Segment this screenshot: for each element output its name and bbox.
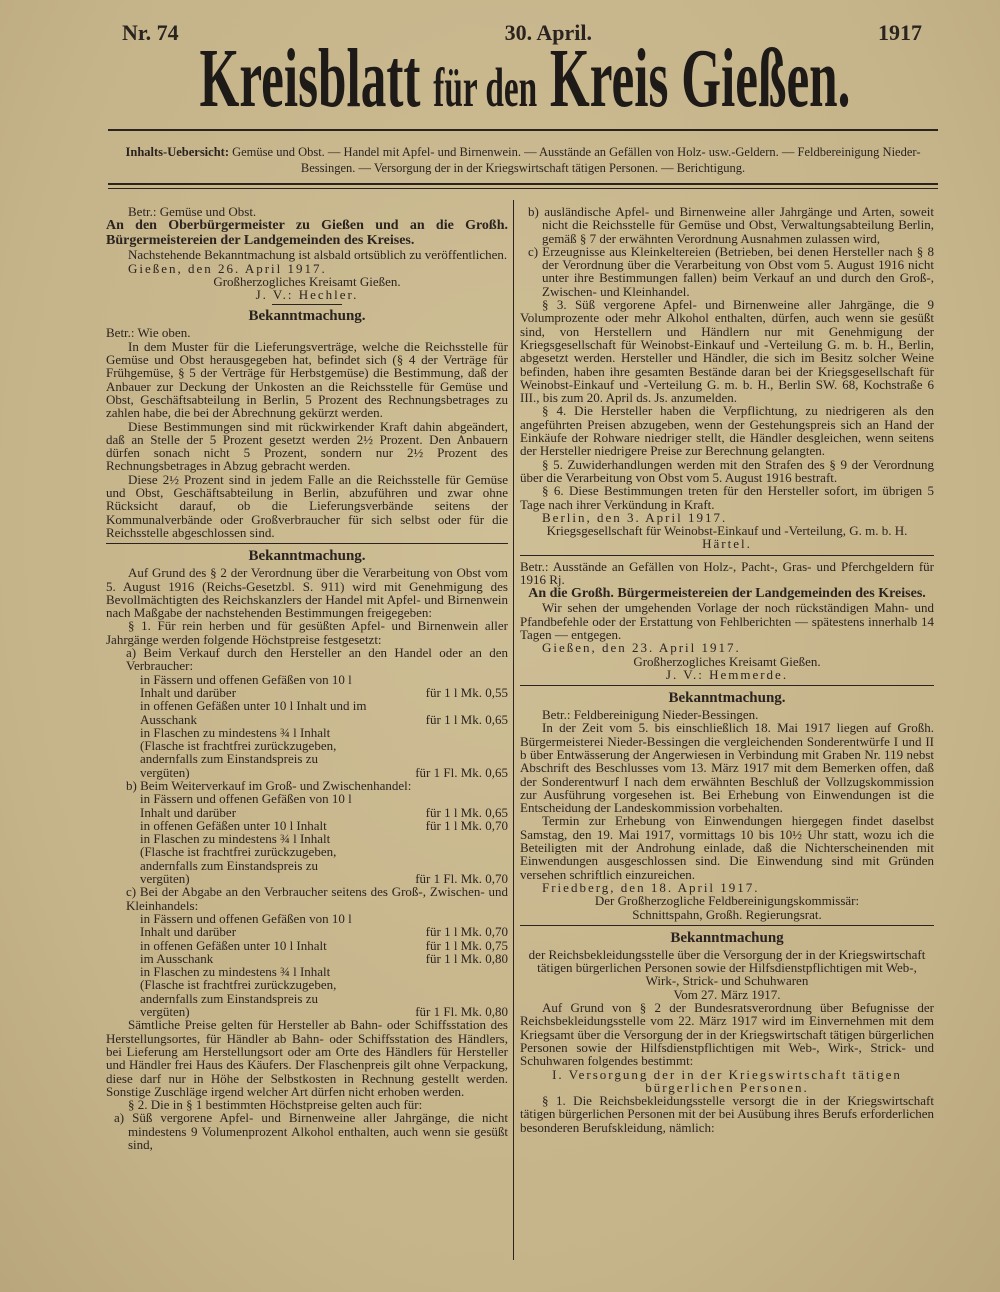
price-item-text: in Fässern und offenen Gefäßen von 10 l Inhalt und darüber [140,791,352,820]
place-date: Friedberg, den 18. April 1917. [542,879,760,895]
paragraph: Nachstehende Bekanntmachung ist alsbald ortsüblich zu veröffentlichen. [128,247,508,263]
price-value: für 1 Fl. Mk. 0,65 [415,764,508,780]
newspaper-title [200,34,851,135]
price-item-text: in offenen Gefäßen unter 10 l Inhalt [140,817,327,833]
paragraph: Auf Grund des § 2 der Verordnung über die Verarbeitung von Obst vom 5. August 1916 (Reichs-Gesetzbl. S. 911) wird mit Genehmigung des Bevollmächtigten des Reichskanzlers der Handel mit Apfel- und Birnenwein nach Maßgabe der nachstehenden Bestimmungen freigegeben: [106,565,508,621]
price-row [106,726,508,779]
section-heading: Bekanntmachung. [668,690,786,707]
list-item: b) ausländische Apfel- und Birnenweine aller Jahrgänge und Arten, soweit nicht die Reichsstelle für Gemüse und Obst, Verwaltungsabteilung Berlin, gemäß § 7 der erwähnten Verordnung Ausnahmen zulassen wird, [528,204,934,246]
issue-date: 30. April. [504,20,593,45]
price-item-text: in Flaschen zu mindestens ¾ l Inhalt (Flasche ist frachtfrei zurückzugeben, andernfalls zum Einstandspreis zu vergüten) [140,724,337,780]
signature: J. V.: Hechler. [255,287,359,303]
date-line: Vom 27. März 1917. [673,986,781,1002]
authority: Großherzogliches Kreisamt Gießen. [633,653,821,669]
title-part: für den [433,58,538,119]
place-date: Gießen, den 23. April 1917. [542,640,741,656]
price-row [106,832,508,885]
addressee: An den Oberbürgermeister zu Gießen und an die Großh. Bürgermeistereien der Landgemeinden des Kreises. [106,218,508,249]
paragraph: Termin zur Erhebung von Einwendungen hiergegen findet daselbst Samstag, den 19. Mai 1917, vormittags 10 bis 10½ Uhr statt, wozu ich die Beteiligten mit der Androhung einlade, daß die Nichterscheinenden mit Einwendungen ausgeschlossen sind. Die Einwendung sind mit Gründen versehen schriftlich einzureichen. [520,813,934,882]
paragraph: Diese 2½ Prozent sind in jedem Falle an die Reichsstelle für Gemüse und Obst, Geschäftsabteilung in Berlin, abzuführen und zwar ohne Rücksicht darauf, ob die Lieferungsverbände seitens der Kommunalverbände oder Großverbraucher für sich selbst oder für die Reichsstelle abgeschlossen sind. [106,471,508,540]
price-row [106,673,508,700]
paragraph: § 1. Für rein herben und für gesüßten Apfel- und Birnenwein aller Jahrgänge werden folgende Höchstpreise festgesetzt: [106,618,508,647]
title-part: Kreis Gießen. [549,32,851,125]
price-item-text: in offenen Gefäßen unter 10 l Inhalt [140,937,327,953]
price-item-text: in Flaschen zu mindestens ¾ l Inhalt (Flasche ist frachtfrei zurückzugeben, andernfalls zum Einstandspreis zu vergüten) [140,831,337,887]
paragraph: Auf Grund von § 2 der Bundesratsverordnung über Befugnisse der Reichsbekleidungsstelle vom 22. März 1917 wird im Einvernehmen mit dem Kriegsamt über die Versorgung der in der Kriegswirtschaft tätigen bürgerlichen Personen sowie der Hilfsdienstpflichtigen mit Web-, Wirk-, Strick- und Schuhwaren folgendes bestimmt: [520,1000,934,1069]
price-item-text: in offenen Gefäßen unter 10 l Inhalt und im Ausschank [140,698,367,727]
signature: Schnittspahn, Großh. Regierungsrat. [632,906,822,922]
price-row [106,965,508,1018]
double-divider [108,183,938,189]
price-value: für 1 Fl. Mk. 0,80 [415,1004,508,1020]
section-heading: Bekanntmachung [670,929,784,946]
paragraph: § 2. Die in § 1 bestimmten Höchstpreise gelten auch für: [128,1097,423,1113]
issue-year: 1917 [877,20,922,45]
price-value: für 1 Fl. Mk. 0,70 [415,871,508,887]
price-group-label: c) Bei der Abgabe an den Verbraucher seitens des Groß-, Zwischen- und Kleinhandels: [126,884,508,913]
price-row [106,792,508,819]
price-item-text: im Ausschank [140,950,214,966]
price-value: für 1 l Mk. 0,65 [425,804,508,820]
table-of-contents [108,144,938,176]
paragraph: In der Zeit vom 5. bis einschließlich 18. Mai 1917 liegen auf Großh. Bürgermeisterei Nieder-Bessingen die vergleichenden Sonderentwürfe I und II b über Entwässerung der Angerwiesen in Verbindung mit Graben Nr. 119 nebst Abschrift des Beschlusses vom 13. März 1917 mit dem Bemerken offen, daß der Sonderentwurf I nach dem erwähnten Beschluß der Vollzugskommission zur Ausführung vorgesehen ist. Bei Erhebung von Einwendungen ist die Entscheidung der Landeskommission vorbehalten. [520,720,934,816]
price-group-label: a) Beim Verkauf durch den Hersteller an den Handel oder an den Verbraucher: [126,645,508,674]
price-item-text: in Flaschen zu mindestens ¾ l Inhalt (Flasche ist frachtfrei zurückzugeben, andernfalls zum Einstandspreis zu vergüten) [140,964,337,1020]
price-group-label: b) Beim Weiterverkauf im Groß- und Zwischenhandel: [126,777,412,793]
subject-line: Betr.: Feldbereinigung Nieder-Bessingen. [542,707,759,723]
section-heading: Bekanntmachung. [248,308,366,325]
divider [520,555,934,556]
price-row [106,912,508,939]
authority: Großherzogliches Kreisamt Gießen. [213,273,401,289]
place-date: Berlin, den 3. April 1917. [542,509,728,525]
price-row [106,819,508,832]
subject-line: Betr.: Gemüse und Obst. [128,204,257,219]
authority: Kriegsgesellschaft für Weinobst-Einkauf und -Verteilung, G. m. b. H. [546,523,908,539]
subject-line: Betr.: Wie oben. [106,325,191,341]
divider [106,543,508,544]
contents-label: Inhalts-Uebersicht: [125,145,229,159]
signature: Härtel. [702,536,752,552]
title-part: Kreisblatt [199,32,421,125]
list-item: c) Erzeugnisse aus Kleinkeltereien (Betrieben, bei denen Hersteller nach § 8 der Verordnung über die Verarbeitung von Obst vom 5. August 1916 nicht unter ihre Bestimmungen fallen) beim Verkauf an und durch den Groß-, Zwischen- und Kleinhandel. [528,243,934,299]
list-item: a) Süß vergorene Apfel- und Birnenweine aller Jahrgänge, die nicht mindestens 9 Volumenprozent Alkohol enthalten, auch wenn sie gesüßt sind, [114,1110,508,1152]
paragraph: § 6. Diese Bestimmungen treten für den Hersteller sofort, im übrigen 5 Tage nach ihrer Verkündung in Kraft. [520,483,934,512]
right-column [520,205,934,1134]
paragraph: § 4. Die Hersteller haben die Verpflichtung, zu niedrigeren als den angeführten Preisen abzugeben, wenn der Gestehungspreis sich an Hand der Einkäufe der Rohware niedriger stellt, die Händler desgleichen, wenn seitens der Hersteller niedrigere Preise zur Berechnung gelangten. [520,403,934,459]
section-title: I. Versorgung der in der Kriegswirtschaft tätigen bürgerlichen Personen. [552,1066,902,1095]
price-value: für 1 l Mk. 0,75 [425,937,508,953]
paragraph: Sämtliche Preise gelten für Hersteller ab Bahn- oder Schiffsstation des Herstellungsortes, für Händler ab Bahn- oder Schiffsstation des Händlers, bei Lieferung am Herstellungsort oder am Orte des Händlers für Hersteller und Händler frei Haus des Käufers. Der Flaschenpreis gilt ohne Verpackung, diese darf nur in Höhe der Selbstkosten in Rechnung gestellt werden. Sonstige Zuschläge irgend welcher Art dürfen nicht erhoben werden. [106,1017,508,1099]
contents-text: Gemüse und Obst. — Handel mit Apfel- und Birnenwein. — Ausstände an Gefällen von Holz- usw.-Geldern. — Feldbereinigung Nieder-Bessingen. — Versorgung der in der Kriegswirtschaft tätigen Personen. — Berichtigung. [232,145,921,175]
subtitle: der Reichsbekleidungsstelle über die Versorgung der in der Kriegswirtschaft tätigen bürgerlichen Personen sowie der Hilfsdienstpflichtigen mit Web-, Wirk-, Strick- und Schuhwaren [528,946,926,989]
paragraph: In dem Muster für die Lieferungsverträge, welche die Reichsstelle für Gemüse und Obst herausgegeben hat, befindet sich (§ 4 der Verträge für Frühgemüse, § 5 der Verträge für Herbstgemüse) die Bestimmung, daß der Anbauer zur Deckung der Unkosten an die Reichsstelle für Gemüse und Obst, Geschäftsabteilung in Berlin, 5 Prozent des Rechnungsbetrages zu zahlen habe, die bei der Abrechnung gekürzt werden. [106,338,508,421]
price-item-text: in Fässern und offenen Gefäßen von 10 l Inhalt und darüber [140,910,352,940]
paragraph: § 1. Die Reichsbekleidungsstelle versorgt die in der Kriegswirtschaft tätigen bürgerlichen Personen mit der bei Ausübung ihres Berufs erforderlichen besonderen Berufskleidung, nämlich: [520,1093,934,1135]
price-value: für 1 l Mk. 0,70 [425,817,508,833]
paragraph: § 5. Zuwiderhandlungen werden mit den Strafen des § 9 der Verordnung über die Verarbeitung von Obst vom 5. August 1916 bestraft. [520,456,934,485]
divider [272,304,342,305]
paragraph: Wir sehen der umgehenden Vorlage der noch rückständigen Mahn- und Pfandbefehle oder der Erstattung von Fehlberichten — spätestens innerhalb 14 Tagen — entgegen. [520,600,934,642]
price-value: für 1 l Mk. 0,70 [425,924,508,940]
addressee: An die Großh. Bürgermeistereien der Landgemeinden des Kreises. [528,586,926,602]
signature: J. V.: Hemmerde. [665,666,789,682]
price-list [106,646,508,1018]
paragraph: § 3. Süß vergorene Apfel- und Birnenweine aller Jahrgänge, die 9 Volumprozente oder mehr Alkohol enthalten, dürfen, auch wenn sie gesüßt sind, von Herstellern und Händlern nur mit Genehmigung der Kriegsgesellschaft für Weinobst-Einkauf und -Verteilung G. m. b. H., Berlin, abgesetzt werden. Hersteller und Händler, die sich im Besitz solcher Weine befinden, haben ihre gesamten Bestände daran bei der Kriegsgesellschaft für Weinobst-Einkauf und -Verteilung G. m. b. H., Berlin SW. 68, Kochstraße 6 III., bis zum 20. April ds. Js. anzumelden. [520,297,934,406]
authority: Der Großherzogliche Feldbereinigungskommissär: [594,893,860,909]
price-row [106,939,508,952]
price-value: für 1 l Mk. 0,55 [425,684,508,700]
price-row [106,699,508,726]
section-heading: Bekanntmachung. [248,548,366,565]
divider [520,925,934,926]
price-value: für 1 l Mk. 0,80 [425,950,508,966]
subject-line: Betr.: Ausstände an Gefällen von Holz-, Pacht-, Gras- und Pferchgeldern für 1916 Rj. [520,558,934,588]
divider [108,129,938,131]
price-row [106,952,508,965]
place-date: Gießen, den 26. April 1917. [128,260,327,276]
left-column [106,205,508,1151]
divider [520,685,934,686]
price-value: für 1 l Mk. 0,65 [425,711,508,727]
column-divider [513,200,514,1260]
price-item-text: in Fässern und offenen Gefäßen von 10 l Inhalt und darüber [140,671,352,700]
issue-number: Nr. 74 [122,20,179,45]
paragraph: Diese Bestimmungen sind mit rückwirkender Kraft dahin abgeändert, daß an Stelle der 5 Prozent gesetzt werden 2½ Prozent. Den Anbauern dürfen sonach nicht 5 Prozent, sondern nur 2½ Prozent des Rechnungsbetrages in Abzug gebracht werden. [106,418,508,474]
